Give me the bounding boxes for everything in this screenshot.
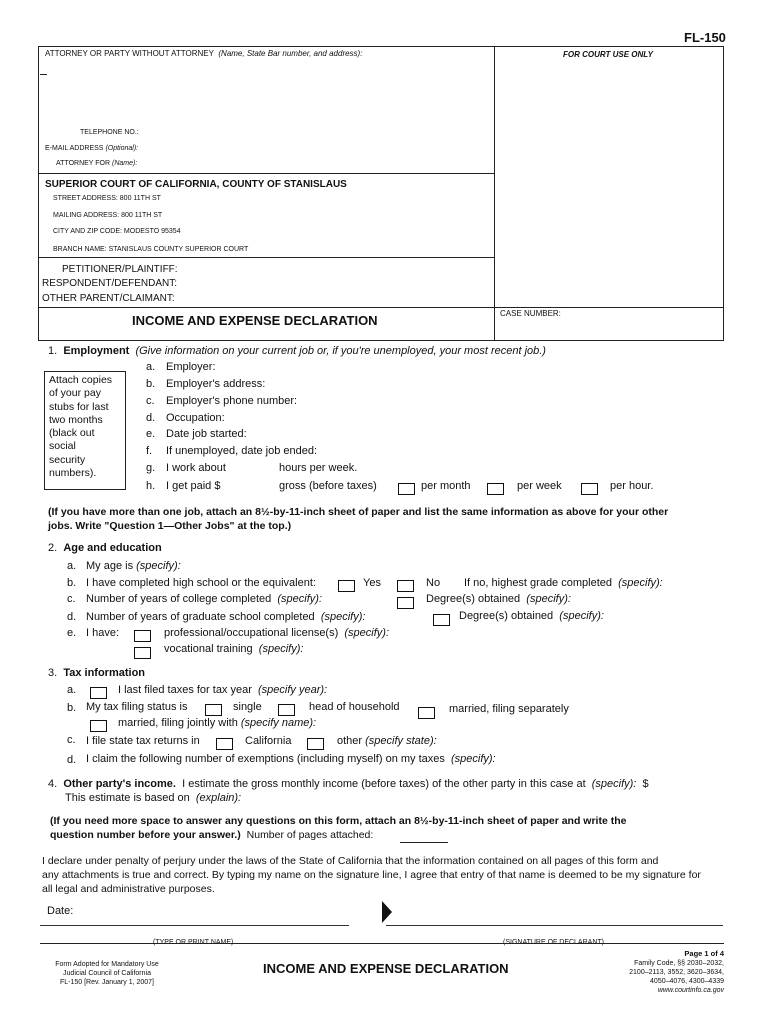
attorney-for-label: ATTORNEY FOR (Name): <box>56 160 138 167</box>
branch-name: BRANCH NAME: STANISLAUS COUNTY SUPERIOR COURT <box>53 246 249 253</box>
name-line[interactable] <box>40 925 349 926</box>
court-name: SUPERIOR COURT OF CALIFORNIA, COUNTY OF STANISLAUS <box>45 179 347 190</box>
hours-per-week-label: hours per week. <box>279 462 358 474</box>
other-jobs-note-2: jobs. Write "Question 1—Other Jobs" at the top.) <box>48 520 292 532</box>
attach-note-line: social <box>49 440 76 453</box>
other-state-label: other (specify state): <box>337 735 437 747</box>
attorney-name-mark <box>40 74 47 75</box>
other-jobs-note-1: (If you have more than one job, attach an 8½-by-11-inch sheet of paper and list the same information as above for your other <box>48 506 669 518</box>
attach-note-line: two months <box>49 413 103 426</box>
signature-of-declarant-label: (SIGNATURE OF DECLARANT) <box>503 939 604 946</box>
college-degree-checkbox[interactable] <box>397 597 414 609</box>
per-hour-label: per hour. <box>610 480 654 492</box>
attach-note-line: stubs for last <box>49 400 109 413</box>
employment-item-letter: g. <box>146 462 156 474</box>
type-or-print-name-label: (TYPE OR PRINT NAME) <box>153 939 234 946</box>
pages-attached-line <box>400 842 448 843</box>
high-school-letter: b. <box>67 577 77 589</box>
courtinfo-link[interactable]: www.courtinfo.ca.gov <box>657 987 724 994</box>
high-school-yes-checkbox[interactable] <box>338 580 355 592</box>
age-education-heading: 2. Age and education <box>48 542 162 554</box>
high-school-label: I have completed high school or the equivalent: <box>86 577 316 589</box>
highest-grade-label: If no, highest grade completed (specify): <box>464 577 663 589</box>
single-label: single <box>233 701 262 713</box>
declaration-line-1: I declare under penalty of perjury under the laws of the State of California that the information contained on all pages of this form and <box>42 855 659 867</box>
other-state-checkbox[interactable] <box>307 738 324 750</box>
filing-status-letter: b. <box>67 702 77 714</box>
signature-line[interactable] <box>386 925 723 926</box>
attach-note-line: Attach copies <box>49 374 113 386</box>
california-checkbox[interactable] <box>216 738 233 750</box>
date-label: Date: <box>47 905 74 917</box>
header-bottom-border <box>38 340 724 341</box>
more-space-note-2: question number before your answer.) Number of pages attached: <box>50 829 374 841</box>
vocational-checkbox[interactable] <box>134 647 151 659</box>
family-code-line-3: 4050–4076, 4300–4339 <box>650 978 724 985</box>
employment-heading: 1. Employment (Give information on your current job or, if you're unemployed, your most recent job.) <box>48 345 546 357</box>
high-school-yes-label: Yes <box>363 577 381 589</box>
employment-item-letter: f. <box>146 445 153 457</box>
signature-arrow-icon <box>380 900 394 924</box>
married-jointly-checkbox[interactable] <box>90 720 107 732</box>
attorney-label: ATTORNEY OR PARTY WITHOUT ATTORNEY (Name, State Bar number, and address): <box>45 49 363 58</box>
other-party-income: 4. Other party's income. I estimate the gross monthly income (before taxes) of the other party in this case at (specify): $ <box>48 778 649 790</box>
attach-note-line: (black out <box>49 427 95 440</box>
email-label: E-MAIL ADDRESS (Optional): <box>45 145 139 152</box>
employment-item-label: I get paid $ <box>166 480 221 492</box>
respondent-label: RESPONDENT/DEFENDANT: <box>42 278 178 289</box>
college-years-label: Number of years of college completed (specify): <box>86 593 323 605</box>
gross-label: gross (before taxes) <box>279 480 377 492</box>
per-month-label: per month <box>421 480 471 492</box>
tax-year-letter: a. <box>67 684 77 696</box>
employment-item-letter: h. <box>146 480 156 492</box>
case-number-label: CASE NUMBER: <box>500 309 561 318</box>
attach-note-line: of your pay <box>49 387 101 400</box>
per-month-checkbox[interactable] <box>398 483 415 495</box>
footer-title: INCOME AND EXPENSE DECLARATION <box>263 961 509 976</box>
employment-item-label: I work about <box>166 462 226 474</box>
more-space-note-1: (If you need more space to answer any questions on this form, attach an 8½-by-11-inch sheet of paper and write the <box>50 815 627 827</box>
state-return-label: I file state tax returns in <box>86 735 200 747</box>
married-separately-label: married, filing separately <box>449 703 569 715</box>
city-zip: CITY AND ZIP CODE: MODESTO 95354 <box>53 228 181 235</box>
footer-rule <box>40 943 724 944</box>
employment-item-letter: c. <box>146 395 155 407</box>
attorney-box-bottom <box>38 173 495 174</box>
married-jointly-label: married, filing jointly with (specify name): <box>118 717 317 729</box>
employment-item-letter: e. <box>146 428 156 440</box>
employment-item-label: Employer: <box>166 361 216 373</box>
vocational-label: vocational training (specify): <box>164 643 304 655</box>
adopted-line-2: Judicial Council of California <box>63 970 151 977</box>
per-week-checkbox[interactable] <box>487 483 504 495</box>
high-school-no-checkbox[interactable] <box>397 580 414 592</box>
attach-note-line: security <box>49 453 86 466</box>
page-number: Page 1 of 4 <box>684 949 724 958</box>
head-of-household-label: head of household <box>309 701 400 713</box>
married-separately-checkbox[interactable] <box>418 707 435 719</box>
court-box-bottom <box>38 257 495 258</box>
family-code-line-2: 2100–2113, 3552, 3620–3634, <box>629 969 724 976</box>
employment-item-letter: d. <box>146 412 156 424</box>
declaration-line-2: any attachments is true and correct. By typing my name on the signature line, I agree that entry of that name is deemed to be my signature for <box>42 869 701 881</box>
employment-item-label: Occupation: <box>166 412 225 424</box>
parties-box-bottom <box>38 307 724 308</box>
family-code-line-1: Family Code, §§ 2030–2032, <box>634 960 724 967</box>
employment-item-label: If unemployed, date job ended: <box>166 445 318 457</box>
graduate-years-label: Number of years of graduate school completed (specify): <box>86 611 366 623</box>
graduate-letter: d. <box>67 611 77 623</box>
i-have-letter: e. <box>67 627 77 639</box>
single-checkbox[interactable] <box>205 704 222 716</box>
court-use-label: FOR COURT USE ONLY <box>563 50 653 59</box>
employment-item-label: Employer's phone number: <box>166 395 298 407</box>
header-right-border <box>723 46 724 340</box>
college-degree-label: Degree(s) obtained (specify): <box>426 593 571 605</box>
california-label: California <box>245 735 292 747</box>
estimate-basis: This estimate is based on (explain): <box>65 792 242 804</box>
high-school-no-label: No <box>426 577 441 589</box>
i-have-label: I have: <box>86 627 120 639</box>
graduate-degree-label: Degree(s) obtained (specify): <box>459 610 604 622</box>
telephone-label: TELEPHONE NO.: <box>80 129 139 136</box>
header-top-border <box>38 46 724 47</box>
head-of-household-checkbox[interactable] <box>278 704 295 716</box>
filing-status-label: My tax filing status is <box>86 701 188 713</box>
exemptions-letter: d. <box>67 754 77 766</box>
exemptions-label: I claim the following number of exemptions (including myself) on my taxes (specify): <box>86 753 496 765</box>
license-label: professional/occupational license(s) (specify): <box>164 627 390 639</box>
form-revision: FL-150 [Rev. January 1, 2007] <box>59 979 155 986</box>
employment-item-letter: b. <box>146 378 156 390</box>
petitioner-label: PETITIONER/PLAINTIFF: <box>62 264 178 275</box>
state-return-letter: c. <box>67 734 76 746</box>
mailing-address: MAILING ADDRESS: 800 11TH ST <box>53 212 163 219</box>
age-letter: a. <box>67 560 77 572</box>
employment-item-letter: a. <box>146 361 156 373</box>
street-address: STREET ADDRESS: 800 11TH ST <box>53 195 161 202</box>
tax-heading: 3. Tax information <box>48 667 146 679</box>
college-letter: c. <box>67 593 76 605</box>
form-id: FL-150 <box>684 30 726 45</box>
employment-item-label: Date job started: <box>166 428 247 440</box>
license-checkbox[interactable] <box>134 630 151 642</box>
attach-note-line: numbers). <box>49 467 97 480</box>
adopted-line-1: Form Adopted for Mandatory Use <box>55 961 159 968</box>
declaration-line-3: all legal and administrative purposes. <box>42 883 215 895</box>
attach-copies-note <box>44 371 126 490</box>
tax-year-checkbox[interactable] <box>90 687 107 699</box>
court-use-divider <box>494 46 495 340</box>
per-hour-checkbox[interactable] <box>581 483 598 495</box>
per-week-label: per week <box>517 480 562 492</box>
header-left-border <box>38 46 39 340</box>
graduate-degree-checkbox[interactable] <box>433 614 450 626</box>
other-parent-label: OTHER PARENT/CLAIMANT: <box>42 293 175 304</box>
employment-item-label: Employer's address: <box>166 378 266 390</box>
tax-year-label: I last filed taxes for tax year (specify year): <box>118 684 328 696</box>
form-title: INCOME AND EXPENSE DECLARATION <box>132 313 378 328</box>
age-label: My age is (specify): <box>86 560 181 572</box>
